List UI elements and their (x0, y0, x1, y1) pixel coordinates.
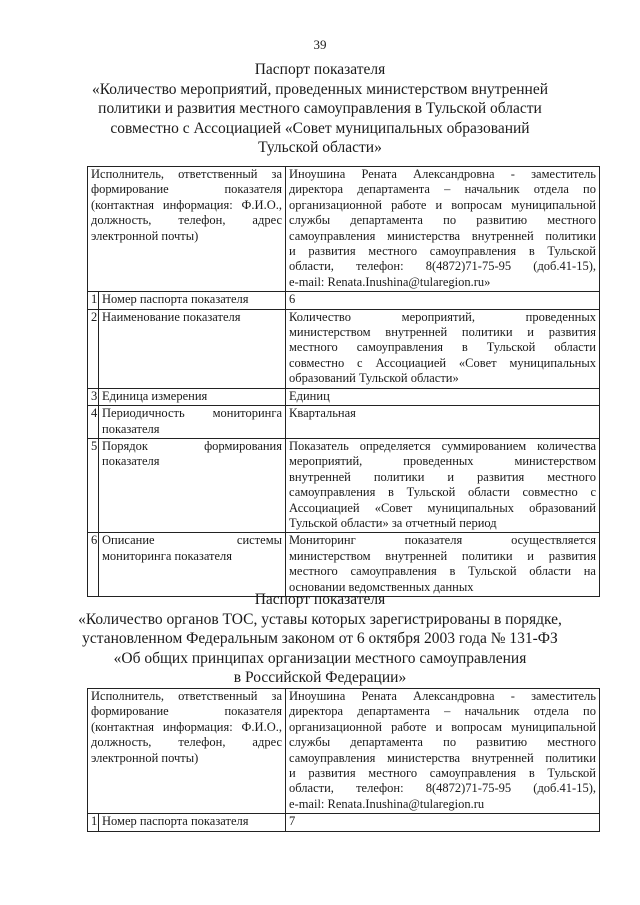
row-number-cell: 4 (88, 406, 99, 439)
cell-text-line: Квартальная (289, 406, 356, 421)
heading-line: в Российской Федерации» (233, 669, 407, 686)
cell-text-line: службы департамента по развитию местного (289, 735, 596, 750)
cell-text-line: самоуправления министерства внутренней политики (289, 750, 596, 765)
heading-line: совместно с Ассоциацией «Совет муниципальных образований (110, 119, 530, 137)
table-row (88, 438, 600, 532)
cell-text-line: мероприятий, проведенных министерством (289, 454, 596, 469)
executor-label-cell (88, 689, 286, 814)
cell-text-line: Иноушина Рената Александровна - заместитель (289, 167, 596, 181)
row-number-cell: 2 (88, 309, 99, 388)
cell-text-line: 7 (289, 814, 296, 829)
heading-line: «Об общих принципах организации местного самоуправления (113, 649, 527, 667)
cell-text-line: Периодичность мониторинга (102, 406, 282, 421)
row-value-cell (286, 814, 600, 831)
cell-text-line: самоуправления в Тульской области совместно с (289, 485, 596, 500)
cell-text-line: организационной работе и вопросам муниципальной (289, 197, 596, 212)
cell-text-line: области, телефон: 8(4872)71-75-95 (доб.41-15), (289, 259, 596, 274)
cell-text-line: основании ведомственных данных (289, 579, 474, 594)
cell-text-line: Номер паспорта показателя (102, 292, 249, 307)
cell-text-line: формирование показателя (91, 704, 282, 719)
table-row (88, 814, 600, 831)
passport-2-heading (0, 590, 640, 688)
cell-text-line: Ассоциацией «Совет муниципальных образований (289, 500, 596, 515)
passport-2-table (87, 688, 600, 832)
cell-text-line: службы департамента по развитию местного (289, 213, 596, 228)
executor-label-cell (88, 167, 286, 292)
executor-row (88, 167, 600, 292)
cell-text-line: Иноушина Рената Александровна - заместитель (289, 689, 596, 703)
cell-text-line: электронной почты) (91, 750, 199, 765)
cell-text-line: Единиц (289, 388, 330, 403)
passport-1-table (87, 166, 600, 597)
cell-text-line: совместно с Ассоциацией «Совет муниципальных (289, 355, 596, 370)
row-value-cell (286, 438, 600, 532)
cell-text-line: министерством внутренней политики и развития (289, 325, 596, 340)
table-row (88, 406, 600, 439)
cell-text-line: Порядок формирования (102, 438, 282, 453)
cell-text-line: 6 (289, 292, 296, 307)
cell-text-line: местного самоуправления в Тульской области на (289, 564, 596, 579)
cell-text-line: Количество мероприятий, проведенных (289, 309, 596, 324)
row-value-cell (286, 406, 600, 439)
cell-text-line: показателя (102, 421, 160, 436)
table-row (88, 292, 600, 309)
row-label-cell (99, 292, 286, 309)
row-number-cell: 1 (88, 292, 99, 309)
cell-text-line: Наименование показателя (102, 309, 241, 324)
cell-text-line: должность, телефон, адрес (91, 213, 282, 228)
cell-text-line: Мониторинг показателя осуществляется (289, 533, 596, 548)
cell-text-line: директора департамента – начальник отдела по (289, 704, 596, 719)
row-number-cell: 3 (88, 388, 99, 405)
table-row (88, 309, 600, 388)
row-number-cell: 1 (88, 814, 99, 831)
cell-text-line: и развития местного самоуправления в Тульской (289, 766, 596, 781)
row-label-cell (99, 309, 286, 388)
table-row (88, 388, 600, 405)
cell-text-line: Исполнитель, ответственный за (91, 689, 282, 703)
row-value-cell (286, 533, 600, 597)
executor-value-cell (286, 689, 600, 814)
cell-text-line: (контактная информация: Ф.И.О., (91, 719, 282, 734)
cell-text-line: организационной работе и вопросам муниципальной (289, 719, 596, 734)
heading-line: Паспорт показателя (254, 61, 386, 78)
cell-text-line: образований Тульской области» (289, 371, 459, 386)
cell-text-line: министерством внутренней политики и развития (289, 548, 596, 563)
cell-text-line: Единица измерения (102, 388, 208, 403)
table-row (88, 533, 600, 597)
cell-text-line: Тульской области» за отчетный период (289, 515, 497, 530)
row-label-cell (99, 388, 286, 405)
passport-1-heading (0, 60, 640, 158)
row-label-cell (99, 533, 286, 597)
cell-text-line: Исполнитель, ответственный за (91, 167, 282, 181)
cell-text-line: должность, телефон, адрес (91, 735, 282, 750)
row-number-cell: 6 (88, 533, 99, 597)
row-value-cell (286, 309, 600, 388)
executor-value-cell (286, 167, 600, 292)
cell-text-line: директора департамента – начальник отдела по (289, 182, 596, 197)
cell-text-line: и развития местного самоуправления в Тульской (289, 244, 596, 259)
heading-line: «Количество органов ТОС, уставы которых зарегистрированы в порядке, (78, 610, 562, 628)
executor-row (88, 689, 600, 814)
cell-text-line: Описание системы (102, 533, 282, 548)
cell-text-line: e-mail: Renata.Inushina@tularegion.ru (289, 796, 485, 811)
cell-text-line: Номер паспорта показателя (102, 814, 249, 829)
heading-line: установленном Федеральным законом от 6 октября 2003 года № 131-ФЗ (82, 630, 558, 647)
cell-text-line: мониторинга показателя (102, 548, 233, 563)
heading-line: политики и развития местного самоуправления в Тульской области (98, 100, 542, 117)
page-number: 39 (313, 37, 327, 52)
cell-text-line: самоуправления министерства внутренней политики (289, 228, 596, 243)
cell-text-line: местного самоуправления в Тульской области (289, 340, 596, 355)
row-label-cell (99, 406, 286, 439)
row-number-cell: 5 (88, 438, 99, 532)
cell-text-line: электронной почты) (91, 228, 199, 243)
cell-text-line: e-mail: Renata.Inushina@tularegion.ru» (289, 274, 491, 289)
row-label-cell (99, 438, 286, 532)
cell-text-line: (контактная информация: Ф.И.О., (91, 197, 282, 212)
row-value-cell (286, 388, 600, 405)
cell-text-line: формирование показателя (91, 182, 282, 197)
cell-text-line: внутренней политики и развития местного (289, 469, 596, 484)
heading-line: «Количество мероприятий, проведенных министерством внутренней (91, 80, 548, 98)
cell-text-line: Показатель определяется суммированием количества (289, 438, 596, 453)
row-label-cell (99, 814, 286, 831)
cell-text-line: показателя (102, 454, 160, 469)
heading-line: Тульской области» (258, 139, 382, 156)
heading-line: Паспорт показателя (254, 591, 386, 608)
row-value-cell (286, 292, 600, 309)
cell-text-line: области, телефон: 8(4872)71-75-95 (доб.41-15), (289, 781, 596, 796)
